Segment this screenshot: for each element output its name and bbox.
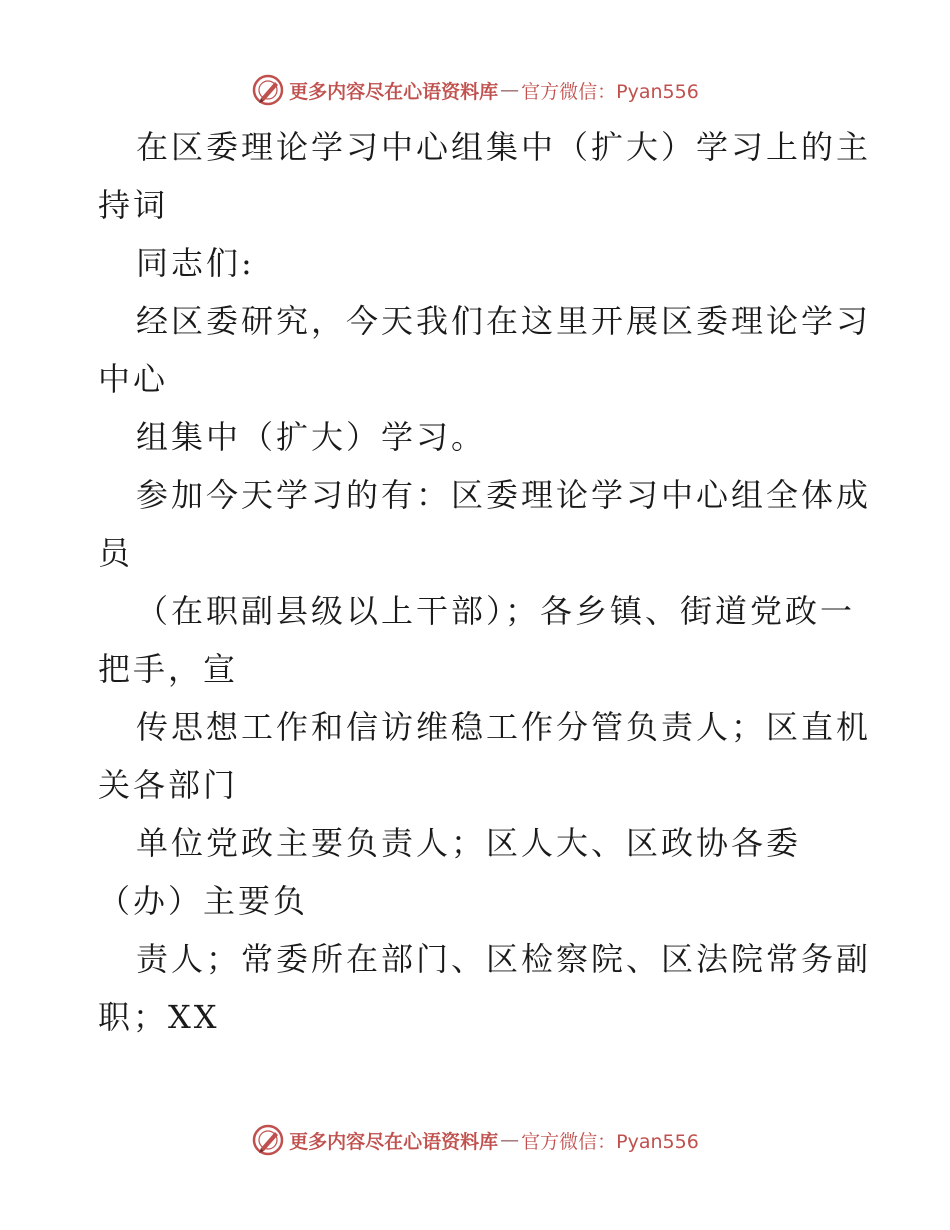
footer-banner: [0, 1120, 950, 1160]
paragraph-line: （在职副县级以上干部）；各乡镇、街道党政一: [136, 592, 856, 630]
paragraph-line: 中心: [98, 360, 169, 398]
banner-wechat-text: 官方微信：Pyan556: [521, 1130, 699, 1153]
title-line-1: 在区委理论学习中心组集中（扩大）学习上的主: [136, 128, 872, 166]
paragraph-line: 职；XX: [98, 998, 220, 1036]
paragraph-line: 责人；常委所在部门、区检察院、区法院常务副: [136, 940, 872, 978]
paragraph-line: （办）主要负: [98, 882, 309, 920]
banner-separator: —: [500, 1129, 520, 1151]
paragraph-line: 把手，宣: [98, 650, 239, 688]
salutation: 同志们:: [136, 244, 255, 282]
paragraph-line: 传思想工作和信访维稳工作分管负责人；区直机: [136, 708, 872, 746]
title-line-2: 持词: [98, 186, 169, 224]
paragraph-line: 员: [98, 534, 134, 572]
paragraph-line: 关各部门: [98, 766, 239, 804]
pen-seal-logo-icon: [251, 1123, 285, 1157]
banner-separator: —: [500, 79, 520, 101]
paragraph-line: 经区委研究，今天我们在这里开展区委理论学习: [136, 302, 872, 340]
pen-seal-logo-icon: [251, 73, 285, 107]
paragraph-line: 参加今天学习的有：区委理论学习中心组全体成: [136, 476, 872, 514]
banner-wechat-text: 官方微信：Pyan556: [521, 80, 699, 103]
paragraph-line: 组集中（扩大）学习。: [136, 418, 487, 456]
paragraph-line: 单位党政主要负责人；区人大、区政协各委: [136, 824, 802, 862]
banner-site-text: 更多内容尽在心语资料库: [289, 1130, 499, 1153]
header-banner: [0, 70, 950, 110]
banner-site-text: 更多内容尽在心语资料库: [289, 80, 499, 103]
document-body: [98, 118, 872, 1046]
